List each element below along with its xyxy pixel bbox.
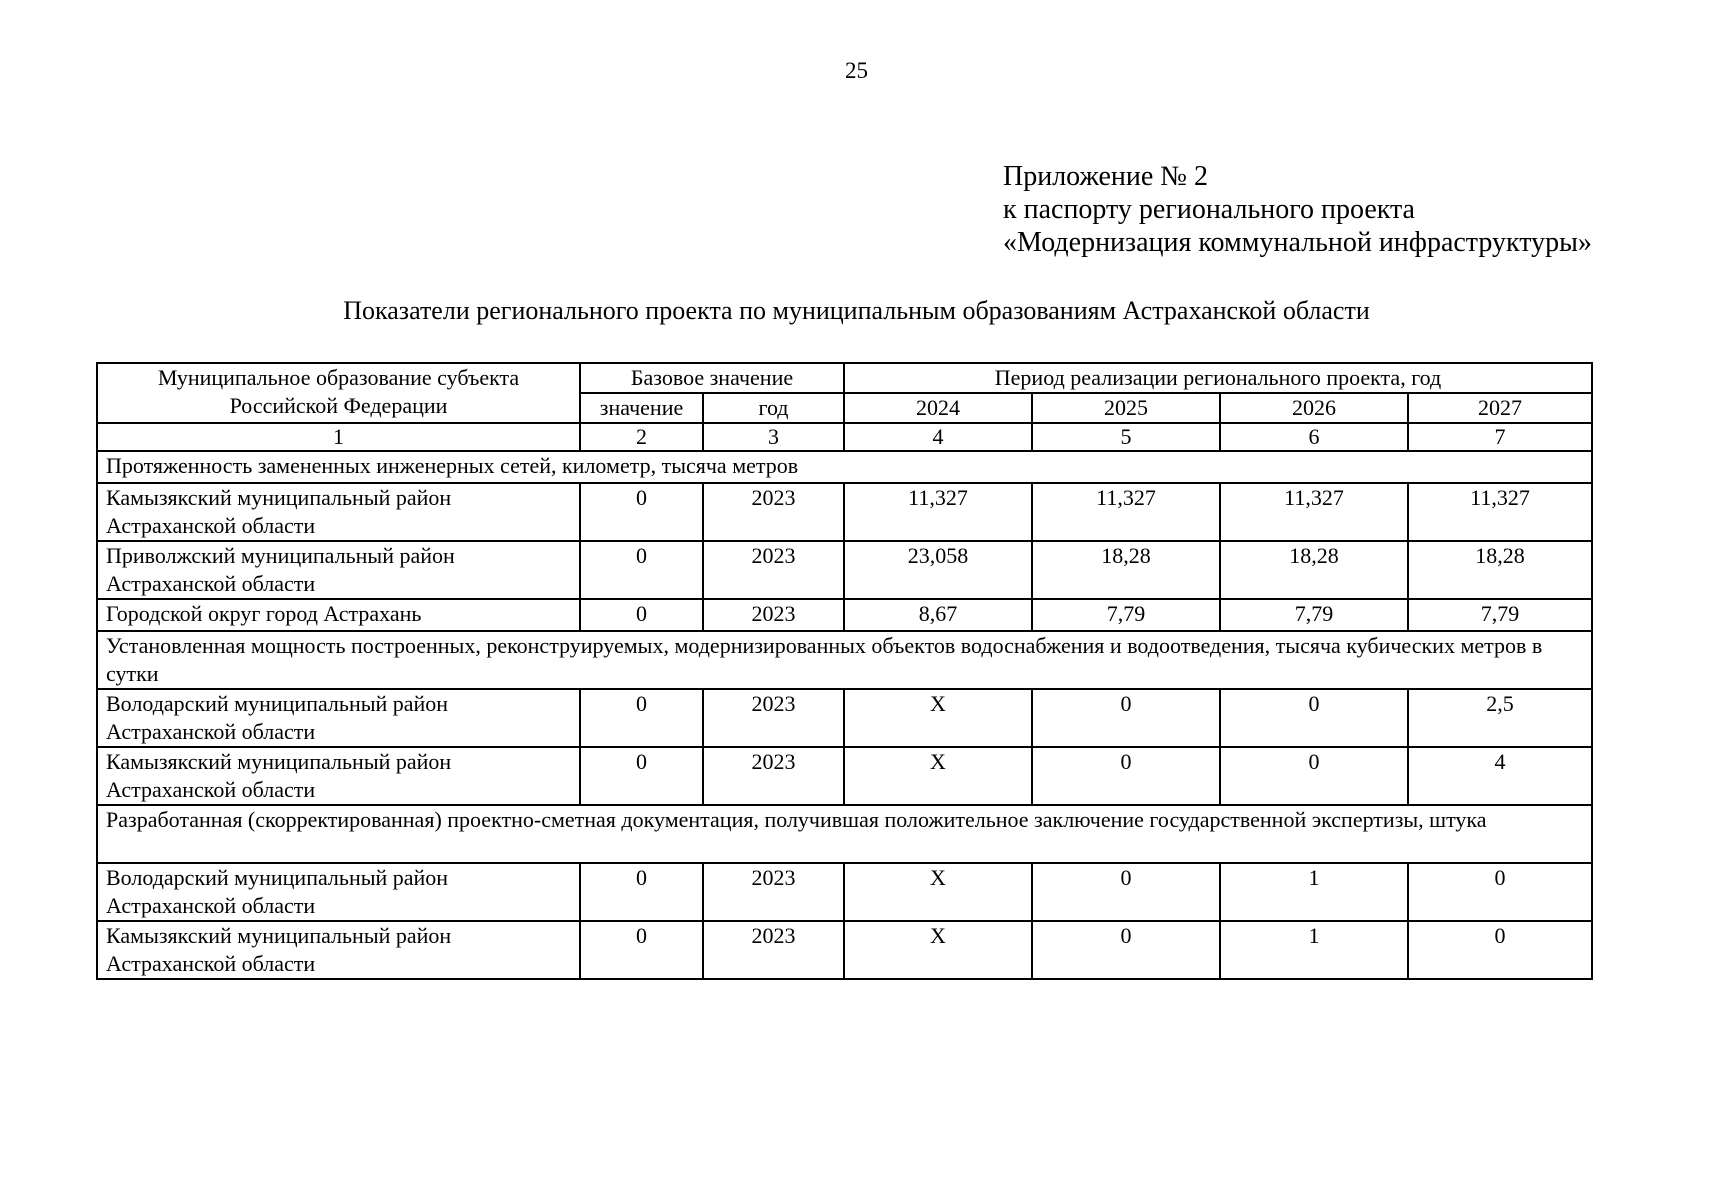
- column-number: 7: [1408, 423, 1592, 451]
- value-2025-cell: 0: [1032, 863, 1220, 921]
- municipality-name: Приволжский муниципальный район Астраханской области: [97, 541, 580, 599]
- header-period: Период реализации регионального проекта, год: [844, 363, 1592, 393]
- value-2027-cell: 11,327: [1408, 483, 1592, 541]
- base-value-cell: 0: [580, 541, 703, 599]
- base-value-cell: 0: [580, 483, 703, 541]
- value-2027-cell: 18,28: [1408, 541, 1592, 599]
- value-2024-cell: 23,058: [844, 541, 1032, 599]
- value-2027-cell: 7,79: [1408, 599, 1592, 631]
- table-row: [97, 599, 1592, 631]
- header-year-2025: 2025: [1032, 393, 1220, 423]
- table-row: [97, 921, 1592, 979]
- value-2027-cell: 2,5: [1408, 689, 1592, 747]
- table-row: [97, 483, 1592, 541]
- header-year-2026: 2026: [1220, 393, 1408, 423]
- value-2026-cell: 1: [1220, 863, 1408, 921]
- value-2025-cell: 18,28: [1032, 541, 1220, 599]
- header-value: значение: [580, 393, 703, 423]
- section-row: [97, 631, 1592, 689]
- base-value-cell: 0: [580, 747, 703, 805]
- column-number: 1: [97, 423, 580, 451]
- base-year-cell: 2023: [703, 541, 844, 599]
- header-year-2024: 2024: [844, 393, 1032, 423]
- column-number: 5: [1032, 423, 1220, 451]
- value-2026-cell: 7,79: [1220, 599, 1408, 631]
- value-2024-cell: 8,67: [844, 599, 1032, 631]
- header-base-value: Базовое значение: [580, 363, 844, 393]
- table-row: [97, 541, 1592, 599]
- municipality-name: Володарский муниципальный район Астраханской области: [97, 863, 580, 921]
- value-2025-cell: 0: [1032, 921, 1220, 979]
- value-2024-cell: X: [844, 747, 1032, 805]
- section-title: Разработанная (скорректированная) проектно-сметная документация, получившая положительное заключение государственной экспертизы, штука: [97, 805, 1592, 863]
- base-year-cell: 2023: [703, 863, 844, 921]
- appendix-line-3: «Модернизация коммунальной инфраструктуры»: [1003, 227, 1592, 258]
- section-row: [97, 805, 1592, 863]
- municipality-name: Камызякский муниципальный район Астраханской области: [97, 483, 580, 541]
- base-year-cell: 2023: [703, 483, 844, 541]
- value-2026-cell: 0: [1220, 747, 1408, 805]
- base-value-cell: 0: [580, 599, 703, 631]
- appendix-line-1: Приложение № 2: [1003, 161, 1208, 192]
- base-value-cell: 0: [580, 863, 703, 921]
- header-year: год: [703, 393, 844, 423]
- section-title: Установленная мощность построенных, реконструируемых, модернизированных объектов водоснабжения и водоотведения, тысяча кубических метров в сутки: [97, 631, 1592, 689]
- base-year-cell: 2023: [703, 599, 844, 631]
- base-year-cell: 2023: [703, 921, 844, 979]
- column-number: 2: [580, 423, 703, 451]
- value-2026-cell: 0: [1220, 689, 1408, 747]
- column-number: 4: [844, 423, 1032, 451]
- header-row-1: [97, 363, 1592, 393]
- value-2026-cell: 1: [1220, 921, 1408, 979]
- value-2027-cell: 0: [1408, 863, 1592, 921]
- value-2024-cell: X: [844, 921, 1032, 979]
- municipality-name: Камызякский муниципальный район Астраханской области: [97, 921, 580, 979]
- table-row: [97, 863, 1592, 921]
- value-2025-cell: 7,79: [1032, 599, 1220, 631]
- appendix-line-2: к паспорту регионального проекта: [1003, 194, 1415, 225]
- table-row: [97, 689, 1592, 747]
- page-number: 25: [845, 58, 868, 83]
- value-2024-cell: 11,327: [844, 483, 1032, 541]
- municipality-name: Володарский муниципальный район Астраханской области: [97, 689, 580, 747]
- header-year-2027: 2027: [1408, 393, 1592, 423]
- indicators-table: [96, 362, 1593, 980]
- column-number: 3: [703, 423, 844, 451]
- municipality-name: Камызякский муниципальный район Астраханской области: [97, 747, 580, 805]
- value-2024-cell: X: [844, 863, 1032, 921]
- section-title: Протяженность замененных инженерных сетей, километр, тысяча метров: [97, 451, 1592, 483]
- value-2027-cell: 4: [1408, 747, 1592, 805]
- column-number-row: [97, 423, 1592, 451]
- municipality-name: Городской округ город Астрахань: [97, 599, 580, 631]
- base-value-cell: 0: [580, 689, 703, 747]
- column-number: 6: [1220, 423, 1408, 451]
- value-2026-cell: 11,327: [1220, 483, 1408, 541]
- section-row: [97, 451, 1592, 483]
- base-year-cell: 2023: [703, 747, 844, 805]
- appendix-block: [1003, 160, 1592, 259]
- value-2024-cell: X: [844, 689, 1032, 747]
- value-2026-cell: 18,28: [1220, 541, 1408, 599]
- document-title: Показатели регионального проекта по муниципальным образованиям Астраханской области: [343, 296, 1370, 325]
- value-2027-cell: 0: [1408, 921, 1592, 979]
- value-2025-cell: 0: [1032, 747, 1220, 805]
- value-2025-cell: 11,327: [1032, 483, 1220, 541]
- value-2025-cell: 0: [1032, 689, 1220, 747]
- table-row: [97, 747, 1592, 805]
- base-year-cell: 2023: [703, 689, 844, 747]
- header-municipality: Муниципальное образование субъекта Российской Федерации: [97, 363, 580, 423]
- base-value-cell: 0: [580, 921, 703, 979]
